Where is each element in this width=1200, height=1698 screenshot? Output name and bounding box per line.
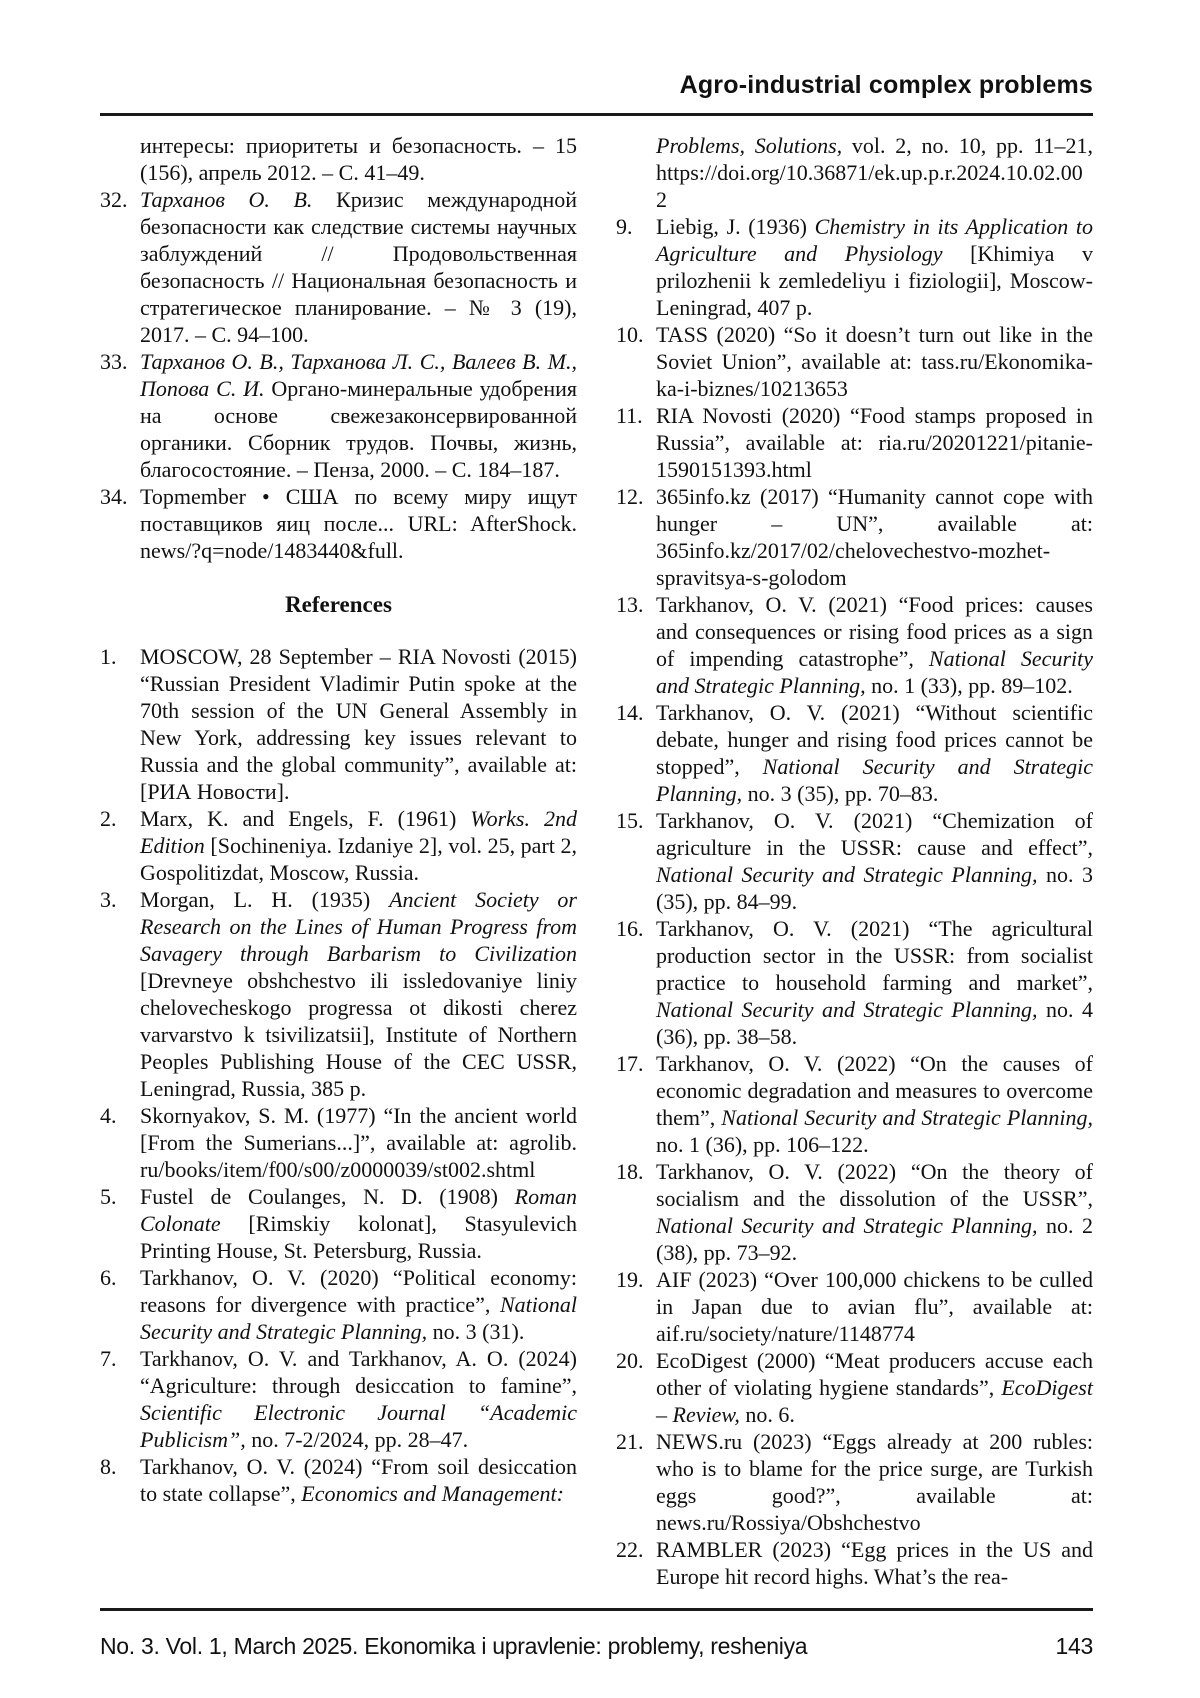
reference-text: интересы: приоритеты и безопасность. – 15 (156), апрель 2012. – С. 41–49. bbox=[140, 132, 577, 185]
reference-item bbox=[616, 213, 1093, 321]
reference-item bbox=[616, 915, 1093, 1050]
reference-item bbox=[616, 402, 1093, 483]
reference-number: 4. bbox=[100, 1102, 117, 1128]
reference-item bbox=[100, 186, 577, 348]
reference-number: 10. bbox=[616, 321, 644, 347]
reference-text: Morgan, L. H. (1935) Ancient Society or Research on the Lines of Human Progress from Savagery through Barbarism to Civilization [Drevneye obshchestvo ili issledovaniye liniy chelovecheskogo progressa ot dikosti cherez varvarstvo k tsivilizatsii], Institute of Northern Peoples Publishing House of the CEC USSR, Leningrad, Russia, 385 p. bbox=[140, 886, 577, 1101]
two-column-reference-layout bbox=[100, 132, 1093, 1590]
reference-number: 17. bbox=[616, 1050, 644, 1076]
page-number: 143 bbox=[1055, 1633, 1093, 1659]
page-footer bbox=[100, 1608, 1093, 1698]
reference-item bbox=[100, 348, 577, 483]
reference-number: 15. bbox=[616, 807, 644, 833]
reference-number: 16. bbox=[616, 915, 644, 941]
reference-item bbox=[100, 1183, 577, 1264]
reference-number: 9. bbox=[616, 213, 633, 239]
reference-text: Topmember • США по всему миру ищут поставщиков яиц после... URL: AfterShock. news/?q=node/1483440&full. bbox=[140, 483, 577, 563]
reference-item bbox=[616, 1050, 1093, 1158]
reference-item bbox=[100, 1453, 577, 1507]
reference-text: MOSCOW, 28 September – RIA Novosti (2015) “Russian President Vladimir Putin spoke at the 70th session of the UN General Assembly in New York, addressing key issues relevant to Russia and the global community”, available at: [РИА Новости]. bbox=[140, 643, 577, 804]
reference-item bbox=[616, 699, 1093, 807]
reference-text: Tarkhanov, O. V. (2021) “Food prices: causes and consequences or rising food prices as a sign of impending catastrophe”, National Security and Strategic Planning, no. 1 (33), pp. 89–102. bbox=[656, 591, 1093, 698]
reference-text: Tarkhanov, O. V. (2021) “Without scientific debate, hunger and rising food prices cannot be stopped”, National Security and Strategic Planning, no. 3 (35), pp. 70–83. bbox=[656, 699, 1093, 806]
reference-text: Liebig, J. (1936) Chemistry in its Application to Agriculture and Physiology [Khimiya v prilozhenii k zemledeliyu i fiziologii], Moscow-Leningrad, 407 p. bbox=[656, 213, 1093, 320]
reference-number: 2. bbox=[100, 805, 117, 831]
reference-item bbox=[616, 1536, 1093, 1590]
reference-number: 7. bbox=[100, 1345, 117, 1371]
journal-issue-line: No. 3. Vol. 1, March 2025. Ekonomika i upravlenie: problemy, resheniya bbox=[100, 1633, 808, 1659]
reference-item bbox=[100, 1102, 577, 1183]
russian-reference-list bbox=[100, 132, 577, 564]
reference-item bbox=[616, 807, 1093, 915]
reference-text: 365info.kz (2017) “Humanity cannot cope with hunger – UN”, available at: 365info.kz/2017/02/chelovechestvo-mozhet-spravitsya-s-golodom bbox=[656, 483, 1093, 590]
reference-number: 3. bbox=[100, 886, 117, 912]
reference-item bbox=[616, 483, 1093, 591]
reference-number: 5. bbox=[100, 1183, 117, 1209]
reference-text: Problems, Solutions, vol. 2, no. 10, pp. 11–21, https://doi.org/10.36871/ek.up.p.r.2024.10.02.002 bbox=[656, 132, 1093, 212]
reference-item bbox=[100, 1345, 577, 1453]
reference-item bbox=[616, 591, 1093, 699]
reference-item bbox=[100, 805, 577, 886]
reference-text: NEWS.ru (2023) “Eggs already at 200 rubles: who is to blame for the price surge, are Turkish eggs good?”, available at: news.ru/Rossiya/Obshchestvo bbox=[656, 1428, 1093, 1535]
reference-item bbox=[616, 1158, 1093, 1266]
reference-number: 13. bbox=[616, 591, 644, 617]
reference-text: Tarkhanov, O. V. (2021) “The agricultural production sector in the USSR: from socialist practice to household farming and market”, National Security and Strategic Planning, no. 4 (36), pp. 38–58. bbox=[656, 915, 1093, 1049]
reference-item bbox=[616, 1347, 1093, 1428]
reference-text: Tarkhanov, O. V. (2022) “On the causes of economic degradation and measures to overcome them”, National Security and Strategic Planning, no. 1 (36), pp. 106–122. bbox=[656, 1050, 1093, 1157]
reference-text: Tarkhanov, O. V. (2021) “Chemization of agriculture in the USSR: cause and effect”, National Security and Strategic Planning, no. 3 (35), pp. 84–99. bbox=[656, 807, 1093, 914]
reference-text: Тарханов О. В. Кризис международной безопасности как следствие системы научных заблуждений // Продовольственная безопасность // Национальная безопасность и стратегическое планирование. – № 3 (19), 2017. – С. 94–100. bbox=[140, 186, 578, 347]
reference-text: Skornyakov, S. M. (1977) “In the ancient world [From the Sumerians...]”, available at: agrolib. ru/books/item/f00/s00/z0000039/st002.shtml bbox=[140, 1102, 577, 1182]
reference-text: Tarkhanov, O. V. (2022) “On the theory of socialism and the dissolution of the USSR”, National Security and Strategic Planning, no. 2 (38), pp. 73–92. bbox=[656, 1158, 1093, 1265]
reference-number: 18. bbox=[616, 1158, 644, 1184]
reference-text: Tarkhanov, O. V. and Tarkhanov, A. O. (2024) “Agriculture: through desiccation to famine”, Scientific Electronic Journal “Academic Publicism”, no. 7-2/2024, pp. 28–47. bbox=[140, 1345, 577, 1452]
reference-text: EcoDigest (2000) “Meat producers accuse each other of violating hygiene standards”, EcoDigest – Review, no. 6. bbox=[656, 1347, 1093, 1427]
reference-text: Marx, K. and Engels, F. (1961) Works. 2nd Edition [Sochineniya. Izdaniye 2], vol. 25, part 2, Gospolitizdat, Moscow, Russia. bbox=[140, 805, 577, 885]
right-column bbox=[616, 132, 1093, 1590]
reference-number: 22. bbox=[616, 1536, 644, 1562]
reference-text: Fustel de Coulanges, N. D. (1908) Roman Colonate [Rimskiy kolonat], Stasyulevich Printing House, St. Petersburg, Russia. bbox=[140, 1183, 577, 1263]
reference-text: TASS (2020) “So it doesn’t turn out like in the Soviet Union”, available at: tass.ru/Ekonomika-ka-i-biznes/10213653 bbox=[656, 321, 1093, 401]
references-list-left bbox=[100, 643, 577, 1507]
reference-number: 1. bbox=[100, 643, 117, 669]
reference-text: Тарханов О. В., Тарханова Л. С., Валеев В. М., Попова С. И. Органо-минеральные удобрения на основе свежезаконсервированной органики. Сборник трудов. Почвы, жизнь, благосостояние. – Пенза, 2000. – С. 184–187. bbox=[140, 348, 577, 482]
reference-text: RIA Novosti (2020) “Food stamps proposed in Russia”, available at: ria.ru/20201221/pitanie-1590151393.html bbox=[656, 402, 1093, 482]
references-list-right bbox=[616, 132, 1093, 1590]
reference-text: RAMBLER (2023) “Egg prices in the US and Europe hit record highs. What’s the rea- bbox=[656, 1536, 1093, 1589]
references-heading: References bbox=[285, 591, 392, 617]
reference-number: 11. bbox=[616, 402, 643, 428]
reference-item bbox=[616, 1266, 1093, 1347]
page-header bbox=[100, 0, 1093, 116]
reference-item bbox=[100, 886, 577, 1102]
reference-number: 6. bbox=[100, 1264, 117, 1290]
reference-number: 20. bbox=[616, 1347, 644, 1373]
reference-item bbox=[100, 483, 577, 564]
header-rule bbox=[100, 113, 1093, 116]
reference-text: Tarkhanov, O. V. (2020) “Political economy: reasons for divergence with practice”, National Security and Strategic Planning, no. 3 (31). bbox=[140, 1264, 577, 1344]
reference-item bbox=[616, 132, 1093, 213]
reference-text: AIF (2023) “Over 100,000 chickens to be culled in Japan due to avian flu”, available at: aif.ru/society/nature/1148774 bbox=[656, 1266, 1093, 1346]
reference-item bbox=[616, 321, 1093, 402]
reference-item bbox=[616, 1428, 1093, 1536]
reference-number: 8. bbox=[100, 1453, 117, 1479]
reference-item bbox=[100, 1264, 577, 1345]
reference-item bbox=[100, 132, 577, 186]
reference-text: Tarkhanov, O. V. (2024) “From soil desiccation to state collapse”, Economics and Management: bbox=[140, 1453, 577, 1506]
reference-number: 19. bbox=[616, 1266, 644, 1292]
reference-number: 14. bbox=[616, 699, 644, 725]
reference-item bbox=[100, 643, 577, 805]
left-column bbox=[100, 132, 577, 1590]
reference-number: 33. bbox=[100, 348, 128, 374]
reference-number: 32. bbox=[100, 186, 128, 212]
running-head-title: Agro-industrial complex problems bbox=[679, 71, 1093, 99]
reference-number: 12. bbox=[616, 483, 644, 509]
reference-number: 34. bbox=[100, 483, 128, 509]
reference-number: 21. bbox=[616, 1428, 644, 1454]
